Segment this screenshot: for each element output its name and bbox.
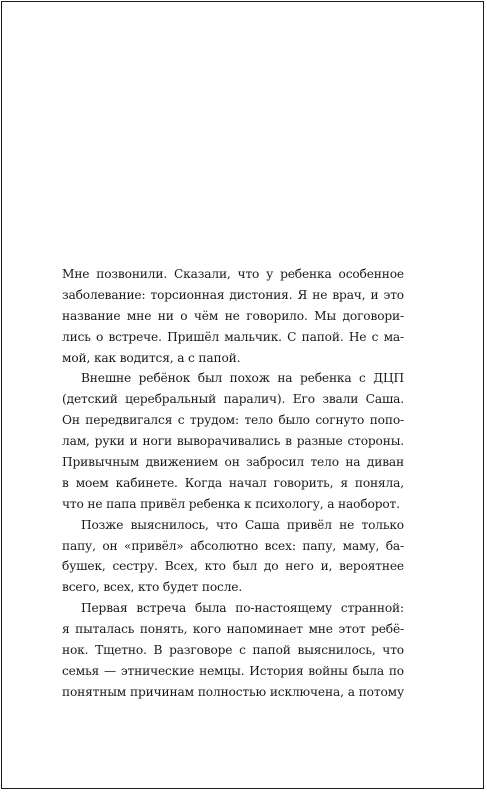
text-line: лись о встрече. Пришёл мальчик. С папой. Не с ма- [62, 329, 404, 344]
text-line: Он передвигался с трудом: тело было согнуто попо- [62, 413, 404, 428]
text-line: нок. Тщетно. В разговоре с папой выяснилось, что [62, 643, 404, 658]
text-line: Внешне ребёнок был похож на ребенка с ДЦП [81, 371, 404, 386]
text-line: лам, руки и ноги выворачивались в разные стороны. [62, 434, 404, 449]
text-line: Позже выяснилось, что Саша привёл не только [81, 517, 404, 532]
text-line: (детский церебральный паралич). Его звали Саша. [62, 392, 404, 407]
text-line: мой, как водится, а с папой. [62, 350, 241, 365]
text-line: название мне ни о чём не говорило. Мы договори- [62, 308, 404, 323]
text-line: всего, всех, кто будет после. [62, 580, 243, 595]
text-line: Мне позвонили. Сказали, что у ребенка особенное [62, 267, 404, 281]
text-line: в моем кабинете. Когда начал говорить, я поняла, [62, 475, 404, 490]
text-line: папу, он «привёл» абсолютно всех: папу, маму, ба- [62, 538, 404, 553]
text-line: семья — этнические немцы. История войны была по [62, 663, 404, 678]
text-line: что не папа привёл ребенка к психологу, а наоборот. [62, 496, 400, 511]
paragraph-4 [62, 598, 404, 702]
text-line: Привычным движением он забросил тело на диван [62, 455, 404, 470]
body-text [62, 264, 404, 703]
paragraph-1 [62, 264, 404, 368]
book-page [1, 1, 484, 789]
text-line: бушек, сестру. Всех, кто был до него и, вероятнее [62, 559, 404, 574]
text-line: понятным причинам полностью исключена, а потому [62, 684, 404, 699]
text-line: я пыталась понять, кого напоминает мне этот ребё- [62, 622, 404, 637]
paragraph-3 [62, 515, 404, 599]
paragraph-2 [62, 368, 404, 514]
text-line: Первая встреча была по-настоящему странной: [81, 601, 404, 616]
text-line: заболевание: торсионная дистония. Я не врач, и это [62, 287, 404, 302]
